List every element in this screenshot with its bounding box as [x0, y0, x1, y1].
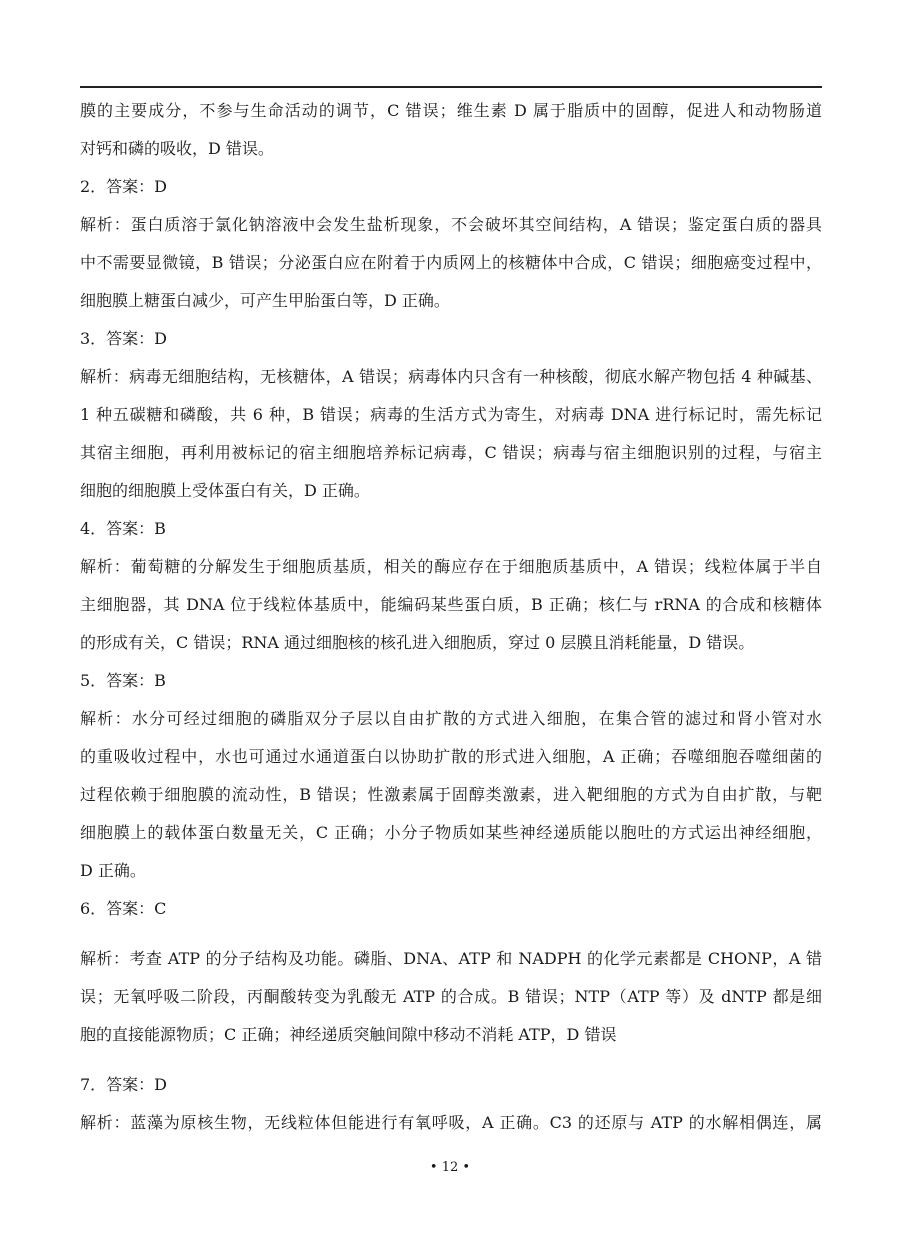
- answer-heading: 3．答案：D: [80, 329, 168, 348]
- text-line: 的重吸收过程中，水也可通过水通道蛋白以协助扩散的形式进入细胞，A 正确；吞噬细胞吞噬细菌的: [80, 747, 822, 766]
- text-line: 的形成有关，C 错误；RNA 通过细胞核的核孔进入细胞质，穿过 0 层膜且消耗能量，D 错误。: [80, 633, 755, 652]
- text-line: 对钙和磷的吸收，D 错误。: [80, 139, 274, 158]
- page-number: • 12 •: [429, 1160, 471, 1175]
- text-line: 解析：考查 ATP 的分子结构及功能。磷脂、DNA、ATP 和 NADPH 的化学元素都是 CHONP，A 错: [80, 949, 822, 968]
- text-line: 解析：蛋白质溶于氯化钠溶液中会发生盐析现象，不会破坏其空间结构，A 错误；鉴定蛋白质的器具: [80, 215, 822, 234]
- answer-heading: 7．答案：D: [80, 1075, 168, 1094]
- text-line: 解析：蓝藻为原核生物，无线粒体但能进行有氧呼吸，A 正确。C3 的还原与 ATP 的水解相偶连，属: [80, 1113, 822, 1132]
- answer-heading: 5．答案：B: [80, 671, 166, 690]
- text-line: 解析：水分可经过细胞的磷脂双分子层以自由扩散的方式进入细胞，在集合管的滤过和肾小管对水: [80, 709, 822, 728]
- text-line: 胞的直接能源物质；C 正确；神经递质突触间隙中移动不消耗 ATP，D 错误: [80, 1025, 617, 1044]
- text-line: 细胞的细胞膜上受体蛋白有关，D 正确。: [80, 481, 370, 500]
- text-line: 主细胞器，其 DNA 位于线粒体基质中，能编码某些蛋白质，B 正确；核仁与 rRNA 的合成和核糖体: [80, 595, 822, 614]
- text-line: 解析：葡萄糖的分解发生于细胞质基质，相关的酶应存在于细胞质基质中，A 错误；线粒体属于半自: [80, 557, 822, 576]
- document-body: [80, 92, 822, 1142]
- answer-heading: 4．答案：B: [80, 519, 166, 538]
- text-line: D 正确。: [80, 861, 146, 880]
- text-line: 1 种五碳糖和磷酸，共 6 种，B 错误；病毒的生活方式为寄生，对病毒 DNA 进行标记时，需先标记: [80, 405, 822, 424]
- text-line: 其宿主细胞，再利用被标记的宿主细胞培养标记病毒，C 错误；病毒与宿主细胞识别的过程，与宿主: [80, 443, 822, 462]
- answer-heading: 2．答案：D: [80, 177, 168, 196]
- text-line: 过程依赖于细胞膜的流动性，B 错误；性激素属于固醇类激素，进入靶细胞的方式为自由扩散，与靶: [80, 785, 822, 804]
- answer-heading: 6．答案：C: [80, 899, 167, 918]
- text-line: 膜的主要成分，不参与生命活动的调节，C 错误；维生素 D 属于脂质中的固醇，促进人和动物肠道: [80, 101, 822, 120]
- text-line: 细胞膜上糖蛋白减少，可产生甲胎蛋白等，D 正确。: [80, 291, 450, 310]
- text-line: 中不需要显微镜，B 错误；分泌蛋白应在附着于内质网上的核糖体中合成，C 错误；细胞癌变过程中，: [80, 253, 822, 272]
- text-line: 细胞膜上的载体蛋白数量无关，C 正确；小分子物质如某些神经递质能以胞吐的方式运出神经细胞，: [80, 823, 822, 842]
- header-rule: [80, 86, 822, 88]
- text-line: 解析：病毒无细胞结构，无核糖体，A 错误；病毒体内只含有一种核酸，彻底水解产物包括 4 种碱基、: [80, 367, 822, 386]
- text-line: 误；无氧呼吸二阶段，丙酮酸转变为乳酸无 ATP 的合成。B 错误；NTP（ATP 等）及 dNTP 都是细: [80, 987, 822, 1006]
